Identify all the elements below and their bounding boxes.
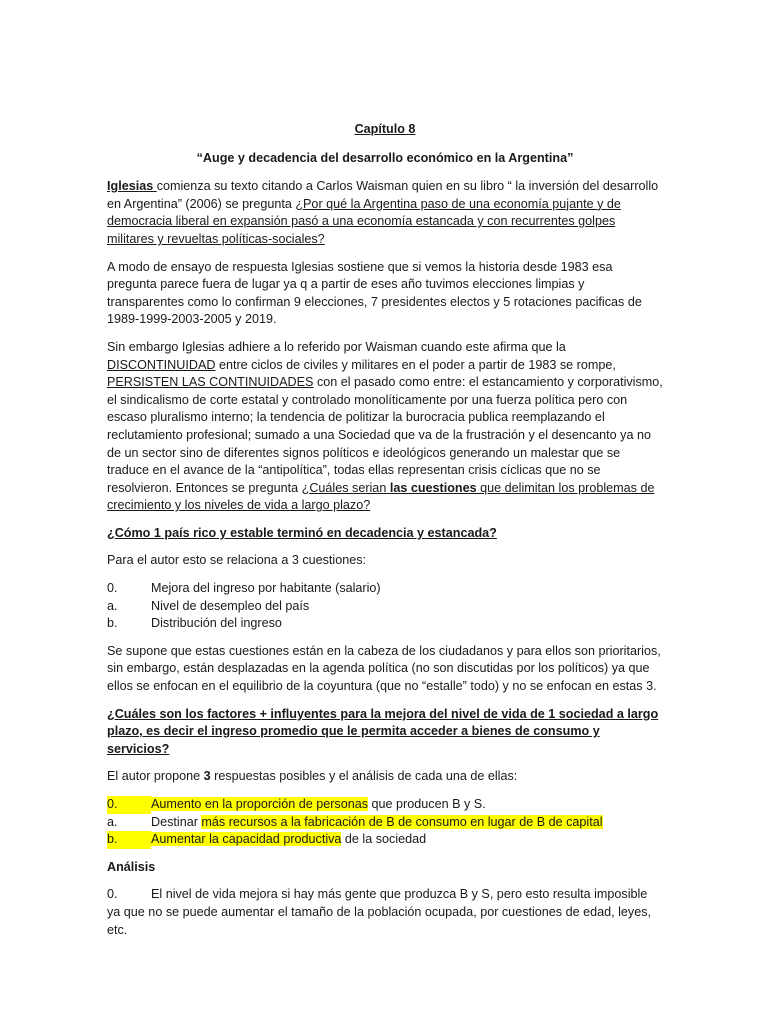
chapter-title bbox=[107, 121, 663, 139]
highlighted-text: Aumento en la proporción de personas bbox=[151, 797, 369, 811]
paragraph-2: A modo de ensayo de respuesta Iglesias sostiene que si vemos la historia desde 1983 esa pregunta parece fuera de lugar ya q a partir de eses año tuvimos elecciones limpias y transparentes como lo confirman 9 elecciones, 7 presidentes electos y 5 rotaciones pacificas de 1989-1999-2003-2005 y 2019. bbox=[107, 259, 642, 327]
paragraph-6 bbox=[107, 768, 663, 786]
paragraph-6-number: 3 bbox=[203, 769, 211, 784]
list-item-text bbox=[151, 796, 663, 814]
list-item bbox=[107, 598, 663, 616]
list-item bbox=[107, 796, 663, 814]
paragraph-3 bbox=[107, 339, 663, 515]
paragraph-6-text-b: respuestas posibles y el análisis de cada una de ellas: bbox=[210, 769, 518, 784]
list-item-text: Mejora del ingreso por habitante (salario) bbox=[151, 581, 381, 596]
paragraph-3-text-a: Sin embargo Iglesias adhiere a lo referido por Waisman cuando este afirma que la bbox=[107, 339, 566, 354]
list-item-number: b. bbox=[107, 616, 118, 631]
term-discontinuidad: DISCONTINUIDAD bbox=[107, 357, 216, 372]
paragraph-3-text-c: con el pasado como entre: el estancamiento y corporativismo, el sindicalismo de corte estatal y controlado monolíticamente por una fuerza política pero con escaso pluralismo interno; la tendencia de politizar la burocracia publica reemplazando el reclutamiento profesional; sumado a una Sociedad que va de la frustración y el desencanto ya no de un sector sino de diferentes signos políticos e ideológicos generando un malestar que se traduce en el avance de la “antipolítica”, todas ellas representan crisis cíclicas que no se resolvieron. Entonces se pregunta bbox=[107, 375, 663, 495]
heading-1: ¿Cómo 1 país rico y estable terminó en decadencia y estancada? bbox=[107, 525, 497, 540]
paragraph-3-question-bold: las cuestiones bbox=[389, 480, 477, 495]
document-body bbox=[107, 121, 663, 949]
list-item bbox=[107, 814, 663, 832]
list-item bbox=[107, 580, 663, 598]
highlighted-text: más recursos a la fabricación de B de consumo en lugar de B de capital bbox=[201, 814, 603, 829]
list-item bbox=[107, 615, 663, 633]
paragraph-1-text: comienza su texto citando a Carlos Waisman quien en su libro “ la inversión del desarrollo en Argentina” (2006) se pregunta bbox=[107, 179, 659, 211]
list-item-rest: de la sociedad bbox=[341, 832, 427, 847]
list-item-number: 0. bbox=[107, 796, 151, 814]
list-item-text: Distribución del ingreso bbox=[151, 616, 282, 631]
list-item-rest: que producen B y S. bbox=[368, 797, 486, 811]
heading-2: ¿Cuáles son los factores + influyentes para la mejora del nivel de vida de 1 sociedad a largo plazo, es decir el ingreso promedio que le permita acceder a bienes de consumo y servicios? bbox=[107, 706, 659, 756]
paragraph-3-question-b: que delimitan los problemas de crecimiento y los niveles de vida a largo plazo? bbox=[107, 480, 655, 513]
heading-3: Análisis bbox=[107, 859, 156, 874]
chapter-subtitle-text: “Auge y decadencia del desarrollo económico en la Argentina” bbox=[196, 150, 574, 165]
paragraph-5: Se supone que estas cuestiones están en la cabeza de los ciudadanos y para ellos son prioritarios, sin embargo, están desplazadas en la agenda política (no son discutidas por los políticos) ya que ellos se enfocan en el equilibrio de la coyuntura (que no “estalle” todo) y no se enfocan en estas 3. bbox=[107, 643, 661, 694]
list-item-number: a. bbox=[107, 814, 118, 829]
paragraph-4: Para el autor esto se relaciona a 3 cuestiones: bbox=[107, 553, 367, 568]
list-item-text: Nivel de desempleo del país bbox=[151, 598, 310, 613]
list-respuestas bbox=[107, 796, 663, 849]
list-item-text bbox=[151, 814, 663, 832]
list-item-number: 0. bbox=[107, 581, 118, 596]
term-persisten: PERSISTEN LAS CONTINUIDADES bbox=[107, 375, 314, 390]
author-name: Iglesias bbox=[107, 179, 157, 194]
list-item-number: a. bbox=[107, 598, 118, 613]
paragraph-7-number: 0. bbox=[107, 887, 118, 902]
paragraph-1 bbox=[107, 178, 663, 248]
paragraph-7-text: El nivel de vida mejora si hay más gente que produzca B y S, pero esto resulta imposible ya que no se puede aumentar el tamaño de la población ocupada, por cuestiones de edad, leyes, etc. bbox=[107, 887, 652, 937]
paragraph-3-text-b: entre ciclos de civiles y militares en el poder a partir de 1983 se rompe, bbox=[215, 357, 616, 372]
chapter-subtitle bbox=[107, 150, 663, 168]
chapter-title-text: Capítulo 8 bbox=[354, 122, 416, 136]
list-item-number: b. bbox=[107, 831, 151, 849]
list-item-pre: Destinar bbox=[151, 814, 202, 829]
highlighted-text: Aumentar la capacidad productiva bbox=[151, 832, 342, 847]
paragraph-6-text-a: El autor propone bbox=[107, 769, 204, 784]
list-item bbox=[107, 831, 663, 849]
paragraph-1-question: ¿Por qué la Argentina paso de una economía pujante y de democracia liberal en expansión pasó a una economía estancada y con recurrentes golpes militares y revueltas políticas-sociales? bbox=[107, 196, 621, 246]
paragraph-7 bbox=[107, 886, 663, 939]
list-cuestiones bbox=[107, 580, 663, 633]
paragraph-3-question-a: ¿Cuáles serian bbox=[301, 480, 390, 495]
list-item-text bbox=[151, 831, 663, 849]
